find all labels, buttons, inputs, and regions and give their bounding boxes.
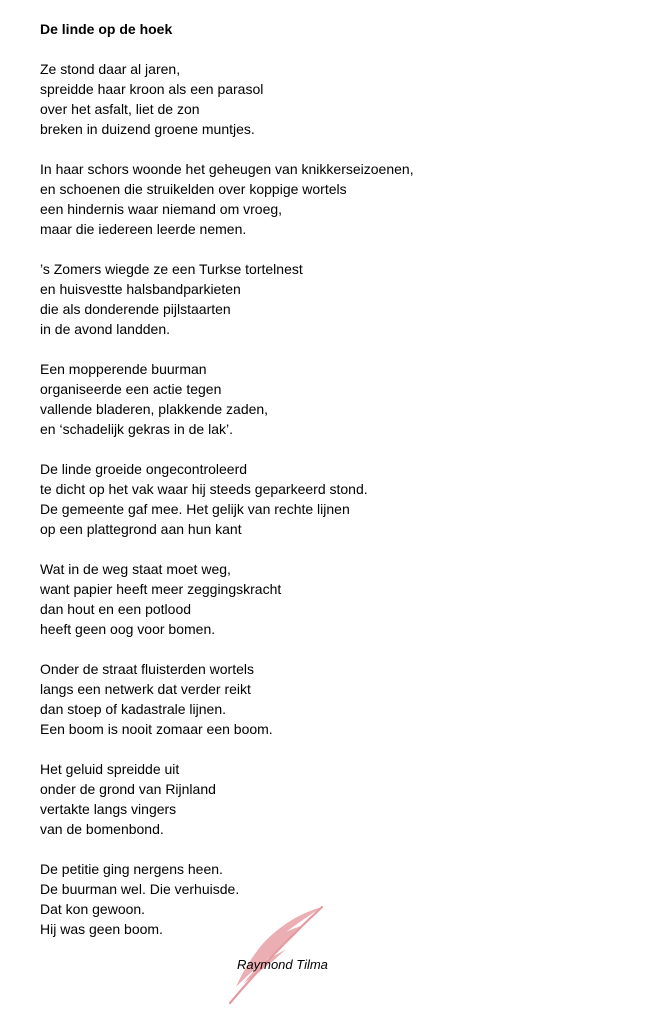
poem-page <box>40 19 640 959</box>
poem-line: en huisvestte halsbandparkieten <box>40 281 241 297</box>
poem-line: onder de grond van Rijnland <box>40 781 216 797</box>
poem-line: De gemeente gaf mee. Het gelijk van rechte lijnen <box>40 501 350 517</box>
poem-line: Hij was geen boom. <box>40 921 163 937</box>
poem-line: langs een netwerk dat verder reikt <box>40 681 251 697</box>
poem-line: maar die iedereen leerde nemen. <box>40 221 247 237</box>
poem-line: en ‘schadelijk gekras in de lak’. <box>40 421 233 437</box>
stanza-8 <box>40 759 640 839</box>
poem-line: In haar schors woonde het geheugen van knikkerseizoenen, <box>40 161 414 177</box>
poem-line: want papier heeft meer zeggingskracht <box>40 581 282 597</box>
poem-line: De petitie ging nergens heen. <box>40 861 223 877</box>
poem-line: De linde groeide ongecontroleerd <box>40 461 248 477</box>
poem-line: Een mopperende buurman <box>40 361 207 377</box>
stanza-1 <box>40 59 640 139</box>
poem-line: Wat in de weg staat moet weg, <box>40 561 231 577</box>
poem-line: een hindernis waar niemand om vroeg, <box>40 201 283 217</box>
poem-line: breken in duizend groene muntjes. <box>40 121 255 137</box>
poem-line: in de avond landden. <box>40 321 170 337</box>
poem-line: Een boom is nooit zomaar een boom. <box>40 721 273 737</box>
author-signature: Raymond Tilma <box>237 957 328 972</box>
poem-line: dan stoep of kadastrale lijnen. <box>40 701 227 717</box>
poem-line: Het geluid spreidde uit <box>40 761 180 777</box>
poem-line: op een plattegrond aan hun kant <box>40 521 242 537</box>
poem-title: De linde op de hoek <box>40 21 173 37</box>
stanza-2 <box>40 159 640 239</box>
poem-line: Onder de straat fluisterden wortels <box>40 661 254 677</box>
stanza-5 <box>40 459 640 539</box>
stanza-4 <box>40 359 640 439</box>
poem-line: over het asfalt, liet de zon <box>40 101 200 117</box>
quill-feather-icon <box>222 905 327 1005</box>
poem-line: dan hout en een potlood <box>40 601 192 617</box>
poem-line: organiseerde een actie tegen <box>40 381 222 397</box>
poem-line: van de bomenbond. <box>40 821 164 837</box>
poem-line: heeft geen oog voor bomen. <box>40 621 216 637</box>
poem-line: en schoenen die struikelden over koppige wortels <box>40 181 347 197</box>
poem-line: ’s Zomers wiegde ze een Turkse tortelnest <box>40 261 303 277</box>
stanza-7 <box>40 659 640 739</box>
poem-line: spreidde haar kroon als een parasol <box>40 81 264 97</box>
poem-line: De buurman wel. Die verhuisde. <box>40 881 240 897</box>
poem-line: vertakte langs vingers <box>40 801 177 817</box>
poem-line: Ze stond daar al jaren, <box>40 61 181 77</box>
stanza-3 <box>40 259 640 339</box>
poem-line: te dicht op het vak waar hij steeds geparkeerd stond. <box>40 481 368 497</box>
stanza-6 <box>40 559 640 639</box>
poem-line: Dat kon gewoon. <box>40 901 146 917</box>
poem-line: die als donderende pijlstaarten <box>40 301 231 317</box>
poem-line: vallende bladeren, plakkende zaden, <box>40 401 269 417</box>
stanza-9 <box>40 859 640 939</box>
